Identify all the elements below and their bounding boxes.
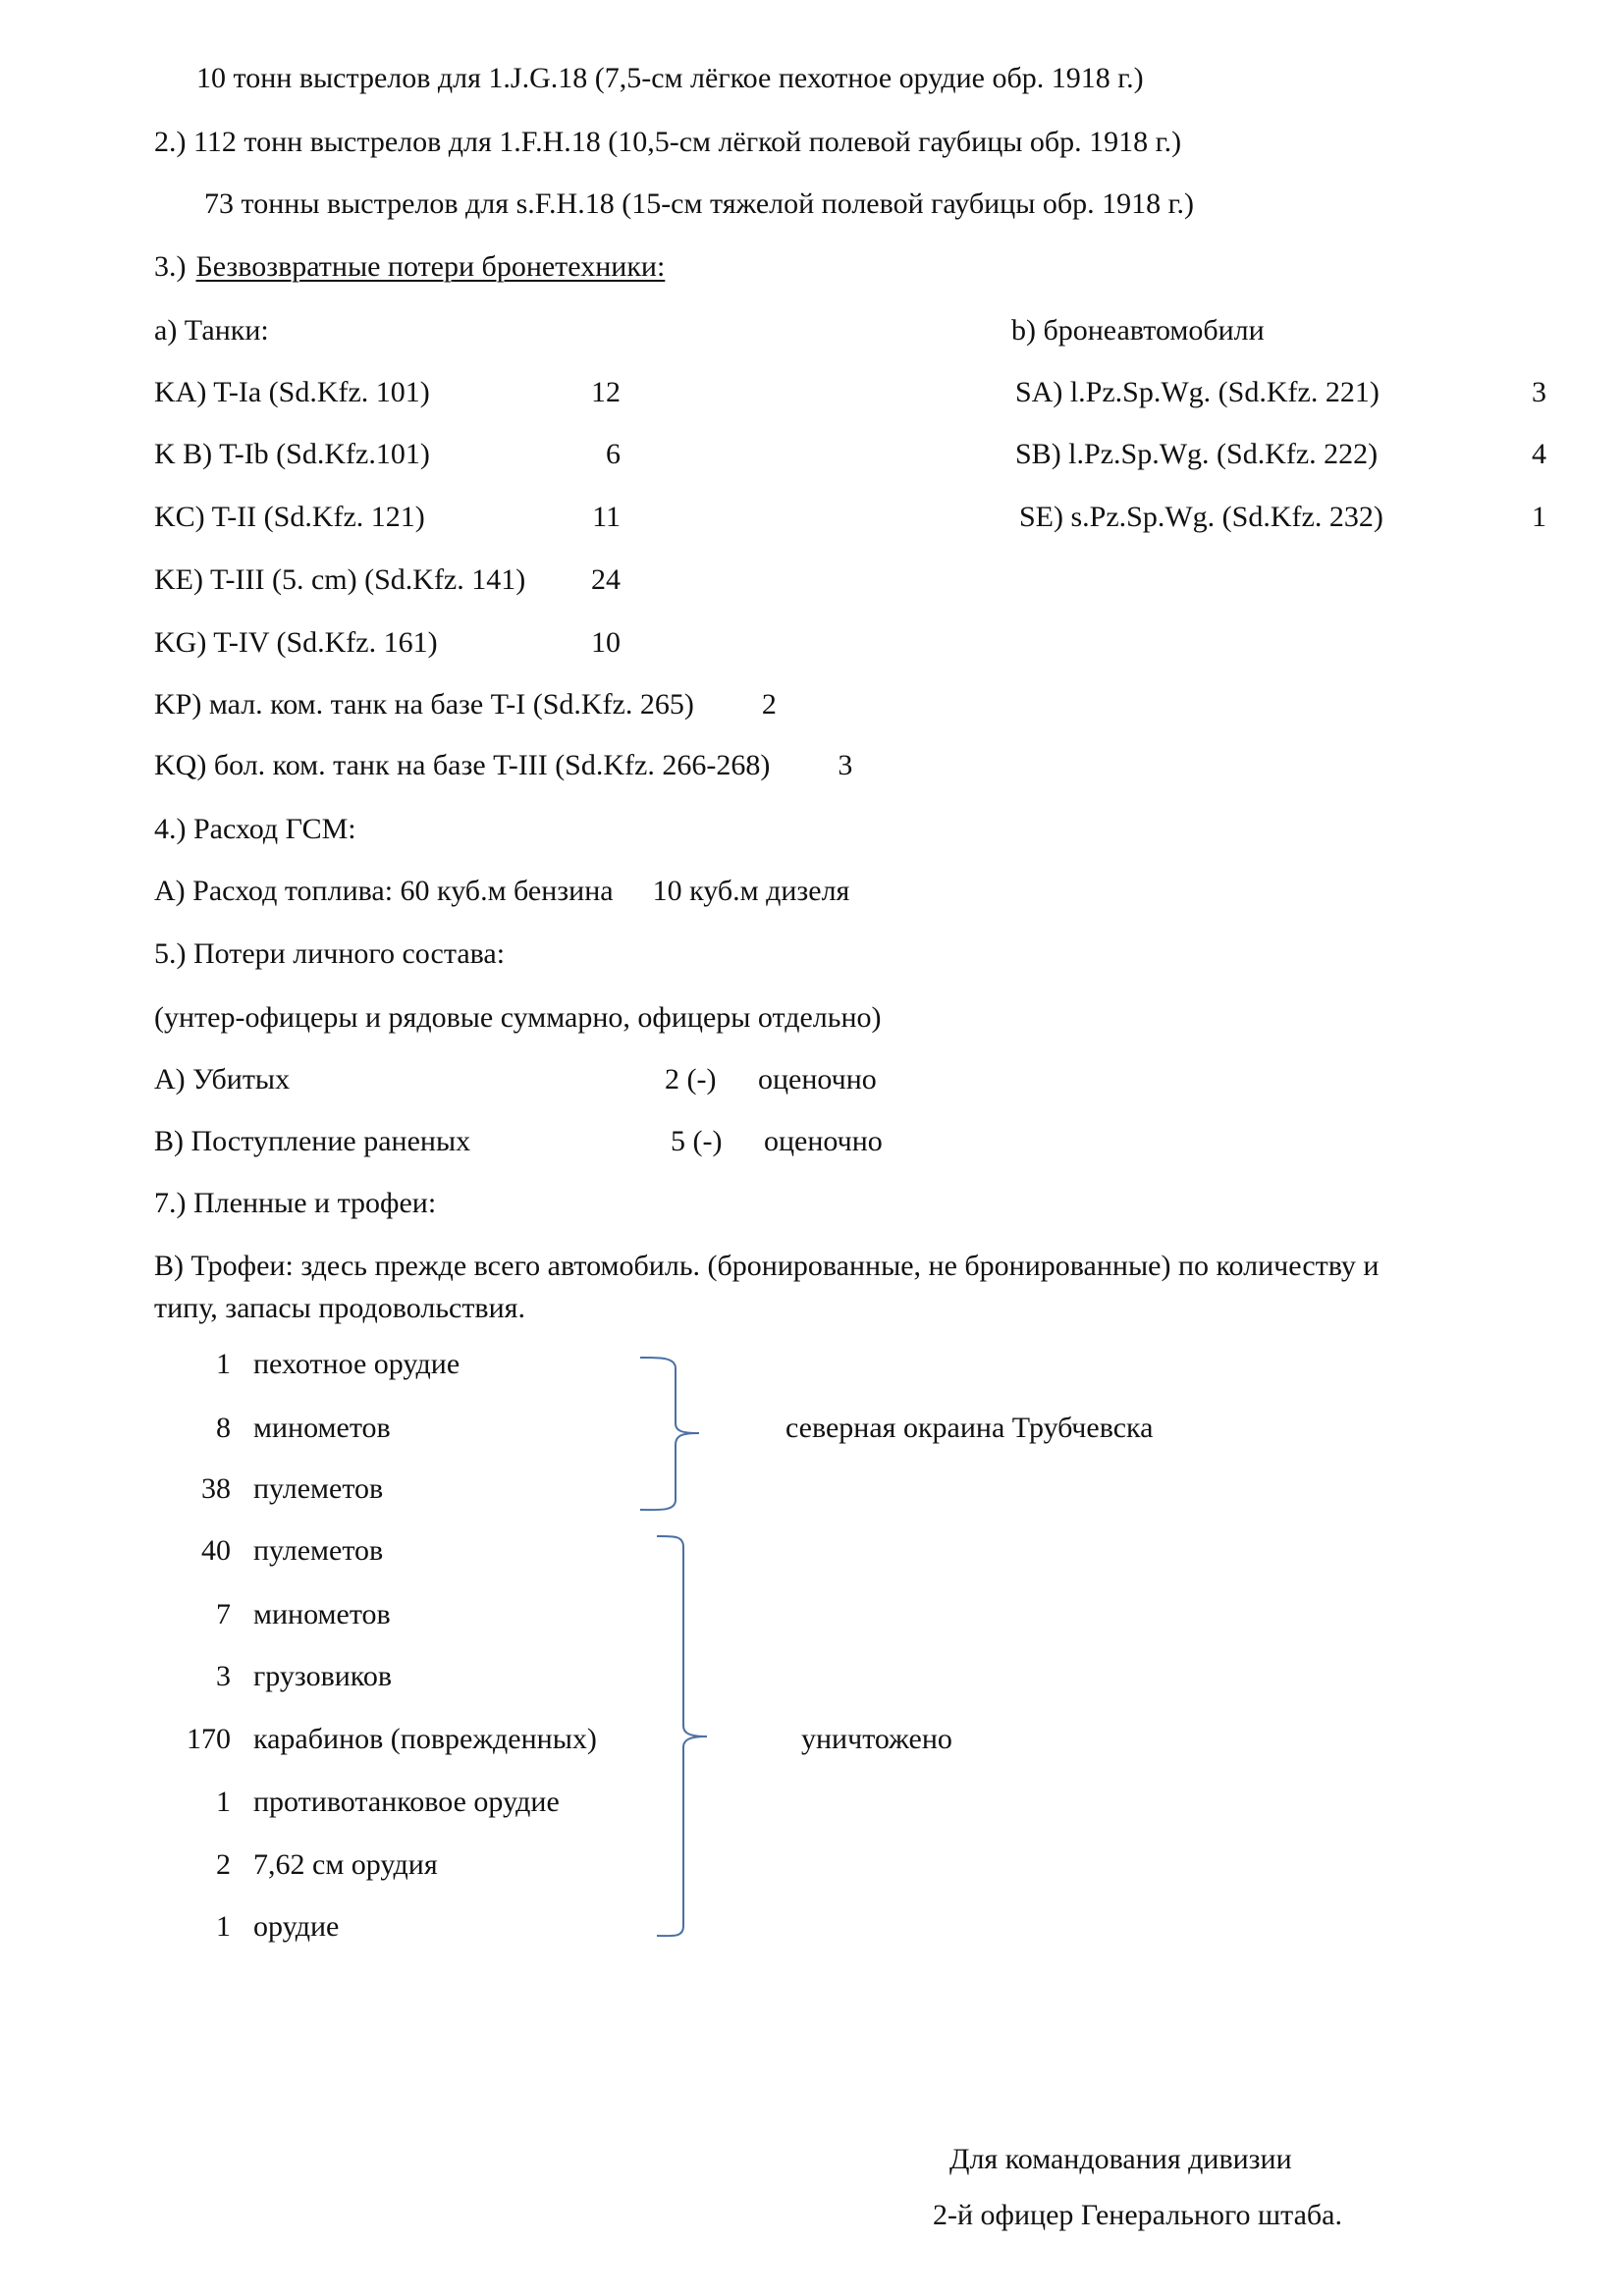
section3-number: 3.) <box>154 250 187 283</box>
casualty-wounded-value: 5 (-) <box>671 1125 723 1157</box>
ammo-line-1: 10 тонн выстрелов для 1.J.G.18 (7,5-см лёгкое пехотное орудие обр. 1918 г.) <box>196 62 1144 94</box>
signature-line-2: 2-й офицер Генерального штаба. <box>933 2199 1342 2231</box>
tank-row-count: 12 <box>591 376 621 408</box>
tank-row <box>154 562 621 598</box>
tank-row-label: K B) T-Ib (Sd.Kfz.101) <box>154 438 430 470</box>
trophy-location: северная окраина Трубчевска <box>785 1412 1154 1444</box>
car-row-count: 3 <box>1532 376 1546 408</box>
tank-row <box>154 748 852 783</box>
section4-title: 4.) Расход ГСМ: <box>154 813 356 845</box>
tank-row-label: KC) T-II (Sd.Kfz. 121) <box>154 501 425 533</box>
tank-row-label: KQ) бол. ком. танк на базе T-III (Sd.Kfz. 266-268) <box>154 749 771 781</box>
trophy-label: пулеметов <box>253 1472 384 1505</box>
car-row-count: 4 <box>1532 438 1546 470</box>
section5-title: 5.) Потери личного состава: <box>154 937 506 970</box>
armored-cars-header: b) бронеавтомобили <box>1011 314 1265 347</box>
tank-row <box>154 375 621 410</box>
fuel-row <box>154 874 849 909</box>
trophy-count: 2 <box>216 1848 231 1881</box>
tank-row-count: 24 <box>591 563 621 596</box>
trophy-count: 8 <box>216 1412 231 1444</box>
trophy-status: уничтожено <box>801 1723 952 1755</box>
signature-line-1: Для командования дивизии <box>949 2143 1292 2175</box>
trophy-label: минометов <box>253 1598 391 1630</box>
trophy-count: 1 <box>216 1786 231 1818</box>
trophy-label: грузовиков <box>253 1660 393 1692</box>
casualty-killed-label: A) Убитых <box>154 1063 291 1095</box>
tank-row-count: 11 <box>592 501 621 533</box>
brace-icon <box>628 1355 717 1517</box>
trophy-label: карабинов (поврежденных) <box>253 1723 597 1755</box>
trophy-count: 1 <box>216 1910 231 1943</box>
tank-row <box>154 625 621 661</box>
trophy-count: 38 <box>201 1472 231 1505</box>
trophy-label: орудие <box>253 1910 340 1943</box>
trophy-label: противотанковое орудие <box>253 1786 560 1818</box>
tank-row <box>154 437 621 472</box>
car-row-label: SB) l.Pz.Sp.Wg. (Sd.Kfz. 222) <box>1015 438 1379 470</box>
tank-row-label: KA) T-Ia (Sd.Kfz. 101) <box>154 376 430 408</box>
trophies-line-2: типу, запасы продовольствия. <box>154 1292 525 1324</box>
trophy-label: 7,62 см орудия <box>253 1848 438 1881</box>
casualty-killed-value: 2 (-) <box>665 1063 717 1095</box>
section3-heading <box>154 249 665 285</box>
casualty-wounded-row <box>154 1124 883 1159</box>
car-row <box>1015 375 1546 410</box>
fuel-petrol: A) Расход топлива: 60 куб.м бензина <box>154 875 614 907</box>
brace-icon <box>653 1533 741 1941</box>
ammo-line-2: 2.) 112 тонн выстрелов для 1.F.H.18 (10,5-см лёгкой полевой гаубицы обр. 1918 г.) <box>154 126 1182 158</box>
tank-row-label: KG) T-IV (Sd.Kfz. 161) <box>154 626 438 659</box>
trophy-label: пехотное орудие <box>253 1348 460 1380</box>
trophy-label: пулеметов <box>253 1534 384 1567</box>
casualty-wounded-note: оценочно <box>764 1125 883 1157</box>
trophy-count: 40 <box>201 1534 231 1567</box>
car-row <box>1015 437 1546 472</box>
tanks-header: a) Танки: <box>154 314 269 347</box>
trophy-count: 1 <box>216 1348 231 1380</box>
tank-row-label: KP) мал. ком. танк на базе T-I (Sd.Kfz. 265) <box>154 688 694 721</box>
section5-note: (унтер-офицеры и рядовые суммарно, офицеры отдельно) <box>154 1001 882 1034</box>
casualty-wounded-label: B) Поступление раненых <box>154 1125 471 1157</box>
tank-row-count: 2 <box>761 688 777 721</box>
car-row <box>1019 500 1546 535</box>
car-row-label: SA) l.Pz.Sp.Wg. (Sd.Kfz. 221) <box>1015 376 1380 408</box>
tank-row-count: 6 <box>606 438 621 470</box>
fuel-diesel: 10 куб.м дизеля <box>652 875 850 907</box>
tank-row <box>154 687 777 722</box>
trophy-count: 3 <box>216 1660 231 1692</box>
tank-row-label: KE) T-III (5. cm) (Sd.Kfz. 141) <box>154 563 526 596</box>
trophy-label: минометов <box>253 1412 391 1444</box>
car-row-label: SE) s.Pz.Sp.Wg. (Sd.Kfz. 232) <box>1019 501 1383 533</box>
tank-row-count: 3 <box>838 749 853 781</box>
tank-row-count: 10 <box>591 626 621 659</box>
trophy-count: 170 <box>187 1723 231 1755</box>
casualty-killed-row <box>154 1062 877 1097</box>
tank-row <box>154 500 621 535</box>
ammo-line-3: 73 тонны выстрелов для s.F.H.18 (15-см тяжелой полевой гаубицы обр. 1918 г.) <box>204 187 1195 220</box>
section7-title: 7.) Пленные и трофеи: <box>154 1187 437 1219</box>
car-row-count: 1 <box>1532 501 1546 533</box>
section3-title: Безвозвратные потери бронетехники: <box>195 250 666 283</box>
casualty-killed-note: оценочно <box>758 1063 877 1095</box>
trophies-line-1: В) Трофеи: здесь прежде всего автомобиль. (бронированные, не бронированные) по количеству и <box>154 1250 1380 1282</box>
trophy-count: 7 <box>216 1598 231 1630</box>
